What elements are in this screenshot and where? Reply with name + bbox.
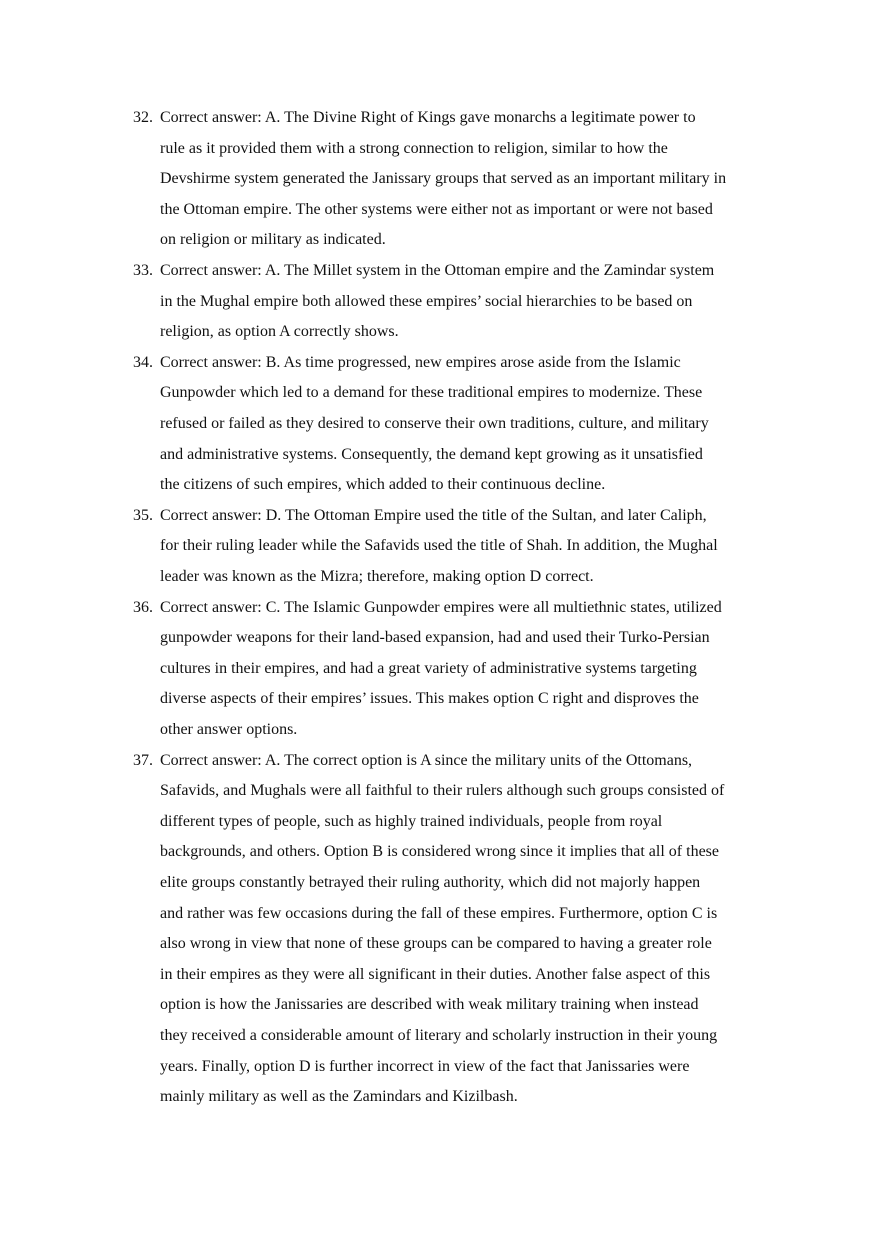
item-number: 35. xyxy=(133,506,153,524)
item-number: 34. xyxy=(133,353,153,371)
answer-text-line: they received a considerable amount of literary and scholarly instruction in their young xyxy=(160,1027,718,1044)
answer-text-line: Correct answer: A. The Divine Right of Kings gave monarchs a legitimate power to xyxy=(160,109,696,126)
answer-text-line: also wrong in view that none of these groups can be compared to having a greater role xyxy=(160,935,712,953)
answer-text-line: other answer options. xyxy=(160,721,298,738)
answer-text-line: Devshirme system generated the Janissary groups that served as an important military in xyxy=(160,170,727,188)
answer-text-line: Correct answer: C. The Islamic Gunpowder empires were all multiethnic states, utilized xyxy=(160,598,722,616)
answer-text-line: option is how the Janissaries are described with weak military training when instead xyxy=(160,996,699,1014)
item-number: 32. xyxy=(133,109,153,126)
answer-text-line: diverse aspects of their empires’ issues. This makes option C right and disproves the xyxy=(160,690,699,708)
answer-text-line: Gunpowder which led to a demand for these traditional empires to modernize. These xyxy=(160,384,703,402)
answer-text-line: mainly military as well as the Zamindars and Kizilbash. xyxy=(160,1088,518,1106)
answer-text-line: rule as it provided them with a strong connection to religion, similar to how the xyxy=(160,139,668,157)
answer-text-line: for their ruling leader while the Safavids used the title of Shah. In addition, the Mughal xyxy=(160,537,718,555)
item-number: 37. xyxy=(133,751,153,769)
answer-text-line: Correct answer: D. The Ottoman Empire used the title of the Sultan, and later Caliph, xyxy=(160,506,707,524)
answer-text-line: Correct answer: A. The Millet system in the Ottoman empire and the Zamindar system xyxy=(160,262,715,279)
answer-text-line: elite groups constantly betrayed their ruling authority, which did not majorly happen xyxy=(160,874,701,891)
answer-text-line: cultures in their empires, and had a great variety of administrative systems targeting xyxy=(160,659,697,677)
answer-text-line: on religion or military as indicated. xyxy=(160,231,386,249)
answer-text-line: religion, as option A correctly shows. xyxy=(160,323,399,341)
answer-text-line: Correct answer: A. The correct option is A since the military units of the Ottomans, xyxy=(160,751,693,769)
answer-text-line: and rather was few occasions during the fall of these empires. Furthermore, option C is xyxy=(160,904,718,922)
answer-text-line: refused or failed as they desired to conserve their own traditions, culture, and military xyxy=(160,415,709,432)
answer-text-line: the citizens of such empires, which added to their continuous decline. xyxy=(160,476,606,494)
answer-text-line: Correct answer: B. As time progressed, new empires arose aside from the Islamic xyxy=(160,353,681,371)
answer-text-line: in the Mughal empire both allowed these empires’ social hierarchies to be based on xyxy=(160,292,693,310)
answer-text-line: leader was known as the Mizra; therefore, making option D correct. xyxy=(160,568,594,585)
answer-text-line: years. Finally, option D is further incorrect in view of the fact that Janissaries were xyxy=(160,1057,690,1075)
answer-text-line: different types of people, such as highly trained individuals, people from royal xyxy=(160,812,663,830)
answer-text-line: and administrative systems. Consequently, the demand kept growing as it unsatisfied xyxy=(160,445,703,463)
item-number: 36. xyxy=(133,598,153,616)
answer-text-line: backgrounds, and others. Option B is considered wrong since it implies that all of these xyxy=(160,843,719,861)
item-number: 33. xyxy=(133,262,153,279)
answer-text-line: in their empires as they were all significant in their duties. Another false aspect of this xyxy=(160,965,711,983)
answer-text-line: the Ottoman empire. The other systems were either not as important or were not based xyxy=(160,200,713,218)
answer-text-line: gunpowder weapons for their land-based expansion, had and used their Turko-Persian xyxy=(160,629,710,647)
answer-text-line: Safavids, and Mughals were all faithful to their rulers although such groups consisted of xyxy=(160,782,725,800)
